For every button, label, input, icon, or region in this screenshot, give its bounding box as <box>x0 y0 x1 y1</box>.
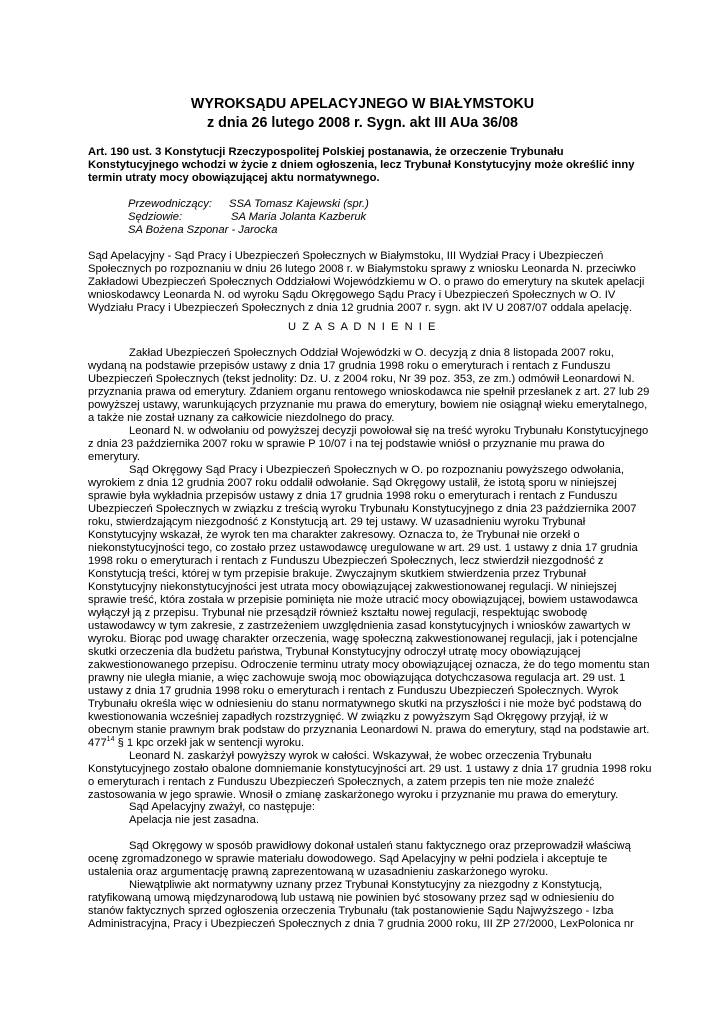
body-line <box>88 737 304 750</box>
body-line: z dnia 23 października 2007 roku w sprawie P 10/07 i na tej podstawie wniósł o przyznanie mu prawa do <box>88 438 605 450</box>
body-line: Ubezpieczeń Społecznych (tekst jednolity: Dz. U. z 2004 roku, Nr 39 poz. 353, ze zm.) odmówił Leonardowi N. <box>88 373 635 385</box>
body-line: Konstytucją treści, której w tym przepisie brakuje. Zwyczajnym skutkiem stwierdzenia przez Trybunał <box>88 568 587 580</box>
body-line: ustawodawcy w tym zakresie, z zastrzeżeniem uwzględnienia zasad konstytucyjnych i wniosków zawartych w <box>88 620 631 632</box>
body-line: ustawy z dnia 17 grudnia 1998 roku o emeryturach i rentach z Funduszu Ubezpieczeń Społecznych. Wyrok <box>88 685 619 697</box>
body-line: o emeryturach i rentach z Funduszu Ubezpieczeń Społecznych, a zatem przepis ten nie może znaleźć <box>88 776 595 788</box>
chair-name: SSA Tomasz Kajewski (spr.) <box>229 198 369 210</box>
body-line: Niewątpliwie akt normatywny uznany przez Trybunał Konstytucyjny za niezgodny z Konstytucją, <box>129 879 603 891</box>
body-line: wydaną na podstawie przepisów ustawy z dnia 17 grudnia 1998 roku o emeryturach i rentach z Funduszu <box>88 360 611 372</box>
body-line: Konstytucyjny wskazał, że wyrok ten ma charakter zakresowy. Oznacza to, że Trybunał nie orzekł o <box>88 529 580 541</box>
body-line: Konstytucyjnego zostało obalone domniemanie konstytucyjności art. 29 ust. 1 ustawy z dnia 17 grudnia 1998 roku <box>88 763 652 775</box>
body-line: stanów faktycznych sprzed ogłoszenia orzeczenia Trybunału (tak postanowienie Sądu Najwyższego - Izba <box>88 905 614 917</box>
thesis-line: Konstytucyjnego wchodzi w życie z dniem ogłoszenia, lecz Trybunał Konstytucyjny może określić inny <box>88 159 635 171</box>
section-heading: U Z A S A D N I E N I E <box>288 321 437 333</box>
body-line: a także nie został uznany za całkowicie niezdolnego do pracy. <box>88 412 395 424</box>
body-line: wyłączył ją z przepisu. Trybunał nie przesądził również kształtu nowej regulacji, respektując swobodę <box>88 607 588 619</box>
body-line: skutki orzeczenia dla budżetu państwa, Trybunał Konstytucyjny odroczył utratę mocy obowiązującej <box>88 646 581 658</box>
document-subtitle: z dnia 26 lutego 2008 r. Sygn. akt III AUa 36/08 <box>207 115 518 131</box>
body-line: emerytury. <box>88 451 141 463</box>
body-line: roku, stwierdzającym niezgodność z Konstytucją art. 29 tej ustawy. W uzasadnieniu wyroku Trybunał <box>88 516 586 528</box>
body-line: zakwestionowanego przepisu. Odroczenie terminu utraty mocy obowiązującej oznacza, że do tego momentu stan <box>88 659 650 671</box>
body-line: Zakład Ubezpieczeń Społecznych Oddział Wojewódzki w O. decyzją z dnia 8 listopada 2007 roku, <box>129 347 614 359</box>
body-line: niekonstytucyjności tego, co zostało przez ustawodawcę uregulowane w art. 29 ust. 1 ustawy z dnia 17 grudnia <box>88 542 638 554</box>
body-line: sprawie treść, która została w przepisie pominięta nie może utracić mocy obowiązującej, bowiem ustawodawca <box>88 594 638 606</box>
body-line: Sąd Okręgowy w sposób prawidłowy dokonał ustaleń stanu faktycznego oraz przeprowadził właściwą <box>129 840 631 852</box>
body-line: Leonard N. w odwołaniu od powyższej decyzji powołował się na treść wyroku Trybunału Konstytucyjnego <box>129 425 649 437</box>
judges-label: Sędziowie: <box>128 211 183 223</box>
body-line: Trybunału określa więc w odniesieniu do stanu normatywnego skutki na przyszłości i nie może być podstawą do <box>88 698 642 710</box>
intro-line: Społecznych po rozpoznaniu w dniu 26 lutego 2008 r. w Białymstoku sprawy z wniosku Leonarda N. przeciwko <box>88 263 636 275</box>
article-number: 477 <box>88 737 107 749</box>
body-line: przyznania prawa od emerytury. Zdaniem organu rentowego wnioskodawca nie spełnił przesłanek z art. 27 lub 29 <box>88 386 650 398</box>
body-line: kwestionowania wcześniej zapadłych rozstrzygnięć. W związku z powyższym Sąd Okręgowy przyjął, iż w <box>88 711 608 723</box>
article-superscript: 14 <box>106 736 115 743</box>
appeal-unfounded: Apelacja nie jest zasadna. <box>129 814 259 826</box>
body-line: Konstytucyjny niekonstytucyjności jest utrata mocy obowiązującej zakwestionowanej regulacji. W niniejszej <box>88 581 617 593</box>
body-line: ustalenia oraz argumentację prawną zaprezentowaną w uzasadnieniu zaskarżonego wyroku. <box>88 866 549 878</box>
intro-line: Wydziału Pracy i Ubezpieczeń Społecznych z dnia 12 grudnia 2007 r. sygn. akt IV U 2087/07 oddala apelację. <box>88 302 633 314</box>
body-line: prawny nie uległa mianie, a więc zachowuje swoją moc obowiązująca dotychczasowa regulacja art. 29 ust. 1 <box>88 672 626 684</box>
judge-name: SA Bożena Szponar - Jarocka <box>128 224 278 236</box>
intro-line: wnioskodawcy Leonarda N. od wyroku Sądu Okręgowego Sądu Pracy i Ubezpieczeń Społecznych w O. IV <box>88 289 616 301</box>
thesis-line: Art. 190 ust. 3 Konstytucji Rzeczypospolitej Polskiej postanawia, że orzeczenie Trybunału <box>88 146 564 158</box>
body-line: 1998 roku o emeryturach i rentach z Funduszu Ubezpieczeń Społecznych, lecz stwierdził niezgodność z <box>88 555 604 567</box>
intro-line: Zakładowi Ubezpieczeń Społecznych Oddziałowi Wojewódzkiemu w O. o prawo do emerytury na skutek apelacji <box>88 276 645 288</box>
document-title: WYROKSĄDU APELACYJNEGO W BIAŁYMSTOKU <box>190 96 535 112</box>
chair-label: Przewodniczący: <box>128 198 212 210</box>
judge-name: SA Maria Jolanta Kazberuk <box>231 211 367 223</box>
court-considered: Sąd Apelacyjny zważył, co następuje: <box>129 801 315 813</box>
article-text: § 1 kpc orzekł jak w sentencji wyroku. <box>117 737 305 749</box>
body-line: powyższej ustawy, warunkujących przyznanie mu prawa do emerytury, bowiem nie osiągnął wieku emerytalnego, <box>88 399 648 411</box>
body-line: Ubezpieczeń Społecznych w związku z treścią wyroku Trybunału Konstytucyjnego z dnia 23 października 2007 <box>88 503 637 515</box>
body-line: sprawie była wykładnia przepisów ustawy z dnia 17 grudnia 1998 roku o emeryturach i rentach z Funduszu <box>88 490 618 502</box>
body-line: obecnym stanie prawnym brak podstaw do przyznania Leonardowi N. prawa do emerytury, stąd na podstawie art. <box>88 724 650 736</box>
body-line: ocenę zgromadzonego w sprawie materiału dowodowego. Sąd Apelacyjny w pełni podziela i akceptuje te <box>88 853 608 865</box>
thesis-line: termin utraty mocy obowiązującej aktu normatywnego. <box>88 172 380 184</box>
body-line: Sąd Okręgowy Sąd Pracy i Ubezpieczeń Społecznych w O. po rozpoznaniu powyższego odwołania, <box>129 464 625 476</box>
body-line: Administracyjna, Pracy i Ubezpieczeń Społecznych z dnia 7 grudnia 2000 roku, III ZP 27/2000, LexPolonica nr <box>88 918 634 930</box>
intro-line: Sąd Apelacyjny - Sąd Pracy i Ubezpieczeń Społecznych w Białymstoku, III Wydział Pracy i Ubezpieczeń <box>88 250 604 262</box>
body-line: ratyfikowaną umową międzynarodową lub ustawą nie powinien być stosowany przez sąd w odniesieniu do <box>88 892 615 904</box>
body-line: wyroku. Biorąc pod uwagę charakter orzeczenia, wagę społeczną zakwestionowanej regulacji, jak i potencjalne <box>88 633 638 645</box>
body-line: zastosowania w jego sprawie. Wnosił o zmianę zaskarżonego wyroku i przyznanie mu prawa do emerytury. <box>88 789 619 801</box>
body-line: Leonard N. zaskarżył powyższy wyrok w całości. Wskazywał, że wobec orzeczenia Trybunału <box>129 750 592 762</box>
body-line: wyrokiem z dnia 12 grudnia 2007 roku oddalił odwołanie. Sąd Okręgowy ustalił, że istotą sporu w niniejszej <box>88 477 617 489</box>
